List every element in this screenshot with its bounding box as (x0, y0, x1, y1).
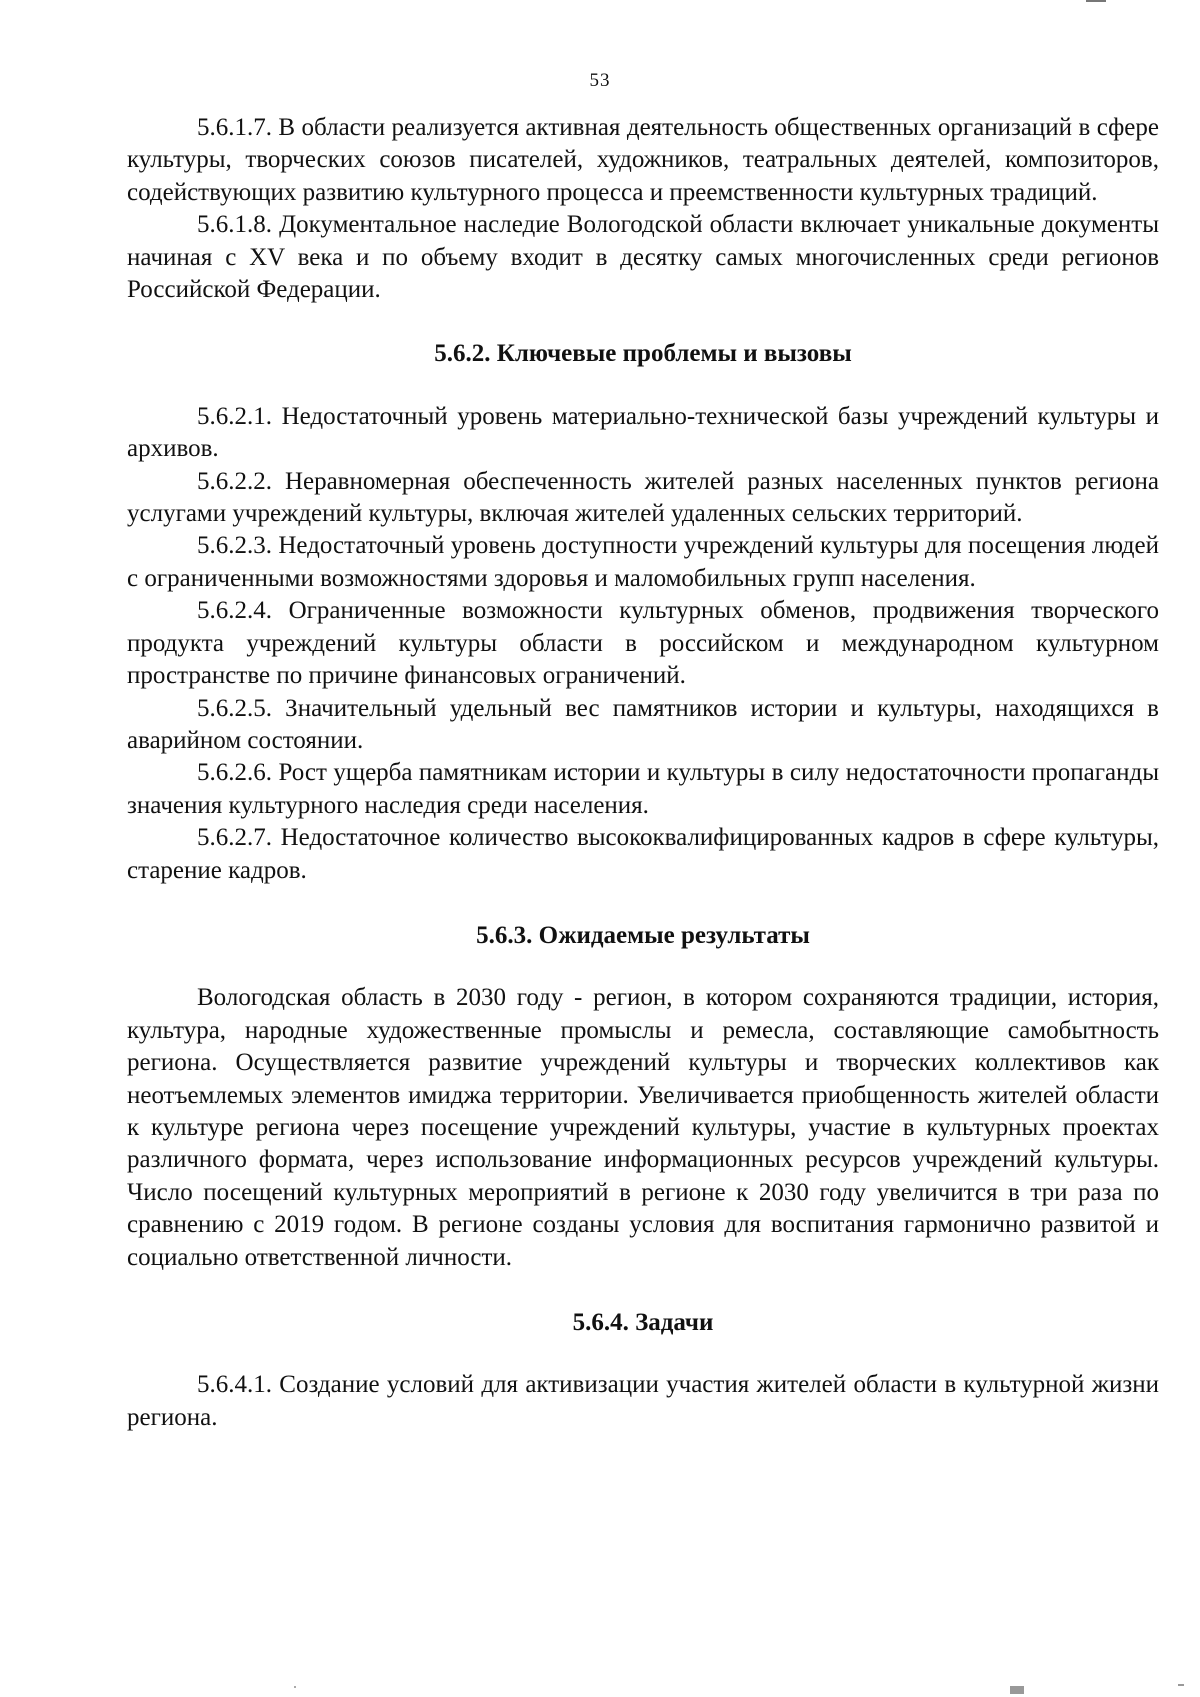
paragraph-5-6-2-4: 5.6.2.4. Ограниченные возможности культурных обменов, продвижения творческого продукта учреждений культуры области в российском и международном культурном пространстве по причине финансовых ограничений. (127, 597, 1159, 690)
scan-mark-bottom-left (294, 1686, 296, 1688)
paragraph-5-6-2-3: 5.6.2.3. Недостаточный уровень доступности учреждений культуры для посещения людей с ограниченными возможностями здоровья и маломобильных групп населения. (127, 532, 1159, 592)
paragraph-expected-results: Вологодская область в 2030 году - регион, в котором сохраняются традиции, история, культура, народные художественные промыслы и ремесла, составляющие самобытность региона. Осуществляется развитие учреждений культуры и творческих коллективов как неотъемлемых элементов имиджа территории. Увеличивается приобщенность жителей области к культуре региона через посещение учреждений культуры, участие в культурных проектах различного формата, через использование информационных ресурсов учреждений культуры. Число посещений культурных мероприятий в регионе к 2030 году увеличится в три раза по сравнению с 2019 годом. В регионе созданы условия для воспитания гармонично развитой и социально ответственной личности. (127, 984, 1159, 1271)
scan-mark-bottom-right-1 (1010, 1686, 1024, 1694)
paragraph-5-6-2-5: 5.6.2.5. Значительный удельный вес памятников истории и культуры, находящихся в аварийном состоянии. (127, 694, 1159, 754)
paragraph-5-6-1-7: 5.6.1.7. В области реализуется активная деятельность общественных организаций в сфере культуры, творческих союзов писателей, художников, театральных деятелей, композиторов, содействующих развитию культурного процесса и преемственности культурных традиций. (127, 114, 1159, 206)
paragraph-5-6-2-2: 5.6.2.2. Неравномерная обеспеченность жителей разных населенных пунктов региона услугами учреждений культуры, включая жителей удаленных сельских территорий. (127, 467, 1159, 528)
section-heading-5-6-4: 5.6.4. Задачи (572, 1309, 714, 1336)
paragraph-5-6-2-6: 5.6.2.6. Рост ущерба памятникам истории и культуры в силу недостаточности пропаганды значения культурного наследия среди населения. (127, 759, 1159, 819)
scan-mark-bottom-right-2 (1178, 1684, 1184, 1686)
page-number: 53 (589, 70, 611, 91)
paragraph-5-6-4-1: 5.6.4.1. Создание условий для активизации участия жителей области в культурной жизни региона. (127, 1371, 1159, 1431)
section-heading-5-6-3: 5.6.3. Ожидаемые результаты (476, 921, 810, 949)
paragraph-5-6-1-8: 5.6.1.8. Документальное наследие Вологодской области включает уникальные документы начиная с XV века и по объему входит в десятку самых многочисленных среди регионов Российской Федерации. (127, 211, 1159, 304)
scan-mark-top-right (1086, 0, 1106, 2)
paragraph-5-6-2-1: 5.6.2.1. Недостаточный уровень материально-технической базы учреждений культуры и архивов. (127, 402, 1159, 463)
paragraph-5-6-2-7: 5.6.2.7. Недостаточное количество высококвалифицированных кадров в сфере культуры, старение кадров. (127, 824, 1159, 884)
document-body (127, 112, 1159, 1434)
section-heading-5-6-2: 5.6.2. Ключевые проблемы и вызовы (434, 340, 852, 368)
